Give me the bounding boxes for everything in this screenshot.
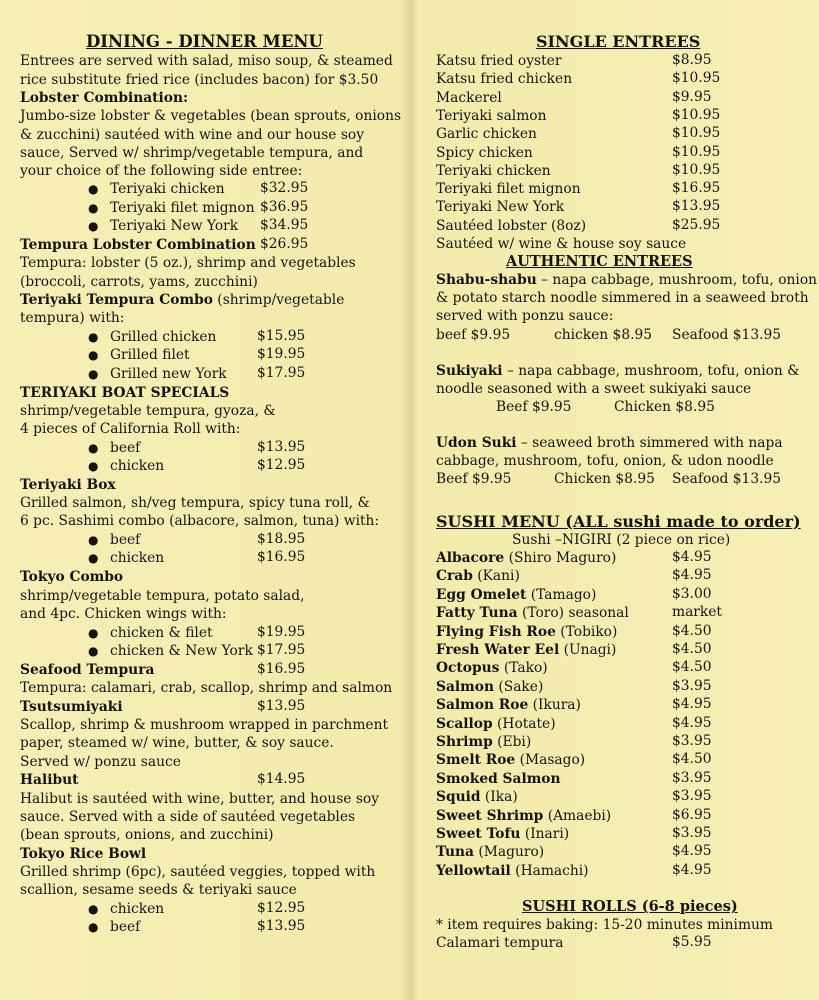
row-name: Octopus [436,660,500,677]
row-japanese-name: (Tobiko) [555,623,618,640]
row-price: $4.95 [672,714,712,731]
row-price: market [672,604,722,621]
bullet-icon: ● [88,902,99,916]
option-name: beef [110,919,141,935]
row-price: $10.95 [672,161,721,178]
row-name: Shrimp [436,734,493,750]
item-name: Halibut [20,772,79,788]
row-name: Sautéed lobster (8oz) [436,217,587,234]
row-price: $8.95 [672,52,712,68]
menu-row [436,180,581,198]
row-name: Salmon Roe [436,697,529,714]
menu-row [436,934,563,952]
row-japanese-name: (Kani) [472,568,520,585]
row-name: Smelt Roe [436,752,516,769]
option-price: $36.95 [260,199,309,215]
row-price: $3.95 [672,677,712,694]
row-price: $6.95 [672,806,712,823]
menu-row [436,659,548,677]
item-name: Teriyaki Tempura Combo [20,292,213,308]
row-price: $10.95 [672,70,721,87]
row-name: Katsu fried chicken [436,71,573,88]
sushi-rolls-title: SUSHI ROLLS (6-8 pieces) [522,898,738,915]
item-desc: – napa cabbage, mushroom, tofu, onion [536,272,818,288]
item-desc: Tempura: lobster (5 oz.), shrimp and vegetables [20,255,356,271]
row-price: $4.95 [672,696,712,713]
menu-row [436,604,629,622]
row-name: Teriyaki salmon [436,107,547,124]
nigiri-title: Sushi –NIGIRI (2 piece on rice) [512,532,731,548]
option-name: Grilled filet [110,347,190,363]
option-price: $17.95 [257,365,306,381]
bullet-icon: ● [88,441,99,455]
row-name: Flying Fish Roe [436,623,556,640]
item-heading [436,434,783,452]
option-price: $13.95 [257,439,306,455]
option-name: Teriyaki chicken [110,181,225,197]
row-price: $13.95 [672,198,721,215]
row-japanese-name: (Masago) [515,752,586,769]
option-price: $32.95 [260,180,309,196]
option-price: $16.95 [257,549,306,565]
item-desc: 6 pc. Sashimi combo (albacore, salmon, tuna) with: [20,513,380,529]
option-name: beef [110,532,141,548]
option-name: chicken & filet [110,625,213,641]
bullet-icon: ● [88,551,99,565]
row-japanese-name: (Ika) [480,789,518,806]
bullet-icon: ● [88,330,99,344]
menu-row [436,770,561,788]
option-price: $19.95 [257,346,306,362]
rolls-note: * item requires baking: 15-20 minutes minimum [436,917,774,933]
bullet-icon: ● [88,459,99,473]
row-price: $4.95 [672,567,712,584]
intro-line: Entrees are served with salad, miso soup, & steamed [20,53,393,69]
row-name: Teriyaki filet mignon [436,181,581,198]
item-name: Tokyo Rice Bowl [20,846,147,862]
item-price: Beef $9.95 [436,471,512,487]
row-price: $4.50 [672,641,712,657]
row-name: Fatty Tuna [436,605,518,622]
option-price: $15.95 [257,328,306,344]
row-price: $4.50 [672,751,712,768]
option-name: Grilled chicken [110,329,217,345]
row-name: Crab [436,568,473,585]
item-desc: Grilled shrimp (6pc), sautéed veggies, topped with [20,864,376,880]
item-desc: Jumbo-size lobster & vegetables (bean sprouts, onions [20,108,402,124]
menu-row [436,715,556,733]
row-japanese-name: (Maguro) [474,844,545,861]
menu-row [436,52,561,70]
bullet-icon: ● [88,348,99,362]
item-heading [436,362,799,380]
item-heading [20,291,344,309]
row-name: Yellowtail [436,862,511,879]
item-desc: (broccoli, carrots, yams, zucchini) [20,274,258,290]
menu-row [436,678,543,696]
menu-row [436,125,537,143]
row-price: $3.95 [672,788,712,805]
bullet-icon: ● [88,626,99,640]
item-desc: scallion, sesame seeds & teriyaki sauce [20,882,297,898]
item-desc: Tempura: calamari, crab, scallop, shrimp and salmon [20,680,393,696]
row-price: $3.95 [672,769,712,786]
row-price: $3.95 [672,825,712,841]
item-desc: – napa cabbage, mushroom, tofu, onion & [502,363,800,379]
row-japanese-name: (Shiro Maguro) [504,550,617,566]
row-price: $25.95 [672,216,721,233]
row-name: Albacore [436,550,505,566]
option-price: $17.95 [257,642,306,658]
row-name: Tuna [436,844,475,861]
menu-row [436,862,589,880]
row-japanese-name: (Hamachi) [510,862,589,879]
menu-row [436,825,569,843]
item-desc: paper, steamed w/ wine, butter, & soy sauce. [20,735,334,751]
item-desc: served with ponzu sauce: [436,308,614,324]
row-price: $16.95 [672,180,721,197]
option-price: $18.95 [257,531,306,547]
item-desc: (shrimp/vegetable [212,292,345,308]
menu-row [436,623,617,641]
bullet-icon: ● [88,533,99,547]
bullet-icon: ● [88,182,99,196]
row-price: $3.00 [672,585,712,602]
row-name: Calamari tempura [436,935,564,951]
item-desc: & zucchini) sautéed with wine and our house soy [20,127,365,143]
item-price: $26.95 [260,236,309,252]
option-price: $13.95 [257,918,306,934]
item-desc: noodle seasoned with a sweet sukiyaki sauce [436,381,752,397]
row-price: $10.95 [672,106,721,123]
item-price: Chicken $8.95 [554,471,655,487]
menu-row [436,641,616,659]
menu-row [436,198,564,216]
option-name: beef [110,440,141,456]
row-name: Mackerel [436,89,502,106]
option-name: Teriyaki New York [110,218,239,234]
item-desc: Grilled salmon, sh/veg tempura, spicy tuna roll, & [20,495,370,511]
menu-row [436,144,533,162]
row-name: Garlic chicken [436,126,537,143]
row-name: Squid [436,789,481,806]
menu-row [436,733,531,751]
menu-row [436,696,581,714]
item-name: Lobster Combination: [20,90,189,106]
row-price: $3.95 [672,733,712,749]
row-japanese-name: (Toro) seasonal [517,605,629,622]
row-japanese-name: (Unagi) [559,642,617,658]
row-price: $10.95 [672,125,721,142]
row-name: Katsu fried oyster [436,53,562,69]
item-desc: tempura) with: [20,310,125,326]
row-name: Teriyaki New York [436,199,565,216]
menu-row [436,807,611,825]
item-desc: 4 pieces of California Roll with: [20,421,241,437]
item-name: TERIYAKI BOAT SPECIALS [20,385,230,401]
menu-row [436,549,616,567]
item-name: Tempura Lobster Combination [20,237,256,253]
row-price: $4.95 [672,549,712,565]
item-price: Chicken $8.95 [614,399,715,415]
option-name: chicken [110,550,165,566]
menu-row [436,586,596,604]
row-name: Teriyaki chicken [436,162,551,179]
option-price: $12.95 [257,900,306,916]
item-name: Shabu-shabu [436,272,537,288]
menu-row [436,107,546,125]
menu-row [436,843,544,861]
row-name: Smoked Salmon [436,770,561,787]
item-desc: (bean sprouts, onions, and zucchini) [20,827,274,843]
item-desc: sauce, Served w/ shrimp/vegetable tempura, and [20,145,364,161]
item-name: Udon Suki [436,435,517,451]
menu-row [436,567,520,585]
bullet-icon: ● [88,367,99,381]
row-name: Fresh Water Eel [436,642,560,658]
row-price: $4.95 [672,843,712,860]
option-name: Grilled new York [110,366,227,382]
item-name: Seafood Tempura [20,662,155,678]
item-price: Seafood $13.95 [672,471,782,487]
option-price: $19.95 [257,624,306,640]
row-name: Sweet Tofu [436,826,521,842]
row-japanese-name: (Tamago) [526,586,597,603]
item-heading [436,271,817,289]
row-japanese-name: (Hotate) [492,715,556,732]
option-name: chicken [110,901,165,917]
item-desc: cabbage, mushroom, tofu, onion, & udon noodle [436,453,774,469]
row-japanese-name: (Ebi) [492,734,532,750]
bullet-icon: ● [88,201,99,215]
lobster-note: Sautéed w/ wine & house soy sauce [436,236,687,252]
item-desc: – seaweed broth simmered with napa [516,435,783,451]
option-name: chicken & New York [110,643,253,659]
row-japanese-name: (Amaebi) [543,807,612,824]
row-name: Sweet Shrimp [436,807,544,824]
option-name: Teriyaki filet mignon [110,200,255,216]
item-price: $16.95 [257,661,306,677]
row-name: Salmon [436,678,494,695]
item-name: Sukiyaki [436,363,503,379]
item-name: Teriyaki Box [20,477,116,493]
item-desc: shrimp/vegetable tempura, potato salad, [20,588,305,604]
row-name: Spicy chicken [436,144,533,161]
sushi-menu-title: SUSHI MENU (ALL sushi made to order) [436,512,801,531]
row-price: $4.50 [672,622,712,639]
item-desc: Halibut is sautéed with wine, butter, and house soy [20,791,380,807]
menu-row [436,217,586,235]
row-japanese-name: (Ikura) [528,697,581,714]
option-price: $34.95 [260,217,309,233]
item-desc: and 4pc. Chicken wings with: [20,606,227,622]
menu-row [436,70,572,88]
row-price: $4.95 [672,861,712,878]
row-japanese-name: (Inari) [520,826,570,842]
item-price: $13.95 [257,698,306,714]
row-japanese-name: (Sake) [493,678,544,695]
dinner-menu-title: DINING - DINNER MENU [86,32,323,51]
item-name: Tokyo Combo [20,569,124,585]
row-price: $4.50 [672,659,712,676]
item-desc: sauce. Served with a side of sautéed vegetables [20,809,356,825]
bullet-icon: ● [88,920,99,934]
item-price: Beef $9.95 [496,399,572,415]
item-price: beef $9.95 [436,327,511,343]
item-desc: & potato starch noodle simmered in a seaweed broth [436,290,809,306]
authentic-entrees-title: AUTHENTIC ENTREES [506,253,693,270]
row-price: $5.95 [672,934,712,950]
menu-row [436,751,585,769]
row-price: $10.95 [672,143,721,160]
row-name: Egg Omelet [436,586,527,603]
menu-row [436,162,551,180]
option-price: $12.95 [257,457,306,473]
intro-line: rice substitute fried rice (includes bacon) for $3.50 [20,72,379,88]
menu-row [436,788,518,806]
bullet-icon: ● [88,219,99,233]
row-name: Scallop [436,715,493,732]
item-desc: Scallop, shrimp & mushroom wrapped in parchment [20,717,388,733]
row-japanese-name: (Tako) [499,660,548,677]
item-name: Tsutsumiyaki [20,699,123,715]
single-entrees-title: SINGLE ENTREES [536,32,701,51]
item-price: chicken $8.95 [554,327,653,343]
item-price: $14.95 [257,771,306,787]
menu-row [436,89,502,107]
item-desc: Served w/ ponzu sauce [20,754,181,770]
row-price: $9.95 [672,88,712,105]
item-desc: your choice of the following side entree: [20,163,303,179]
option-name: chicken [110,458,165,474]
item-price: Seafood $13.95 [672,327,782,343]
item-desc: shrimp/vegetable tempura, gyoza, & [20,403,276,419]
bullet-icon: ● [88,644,99,658]
